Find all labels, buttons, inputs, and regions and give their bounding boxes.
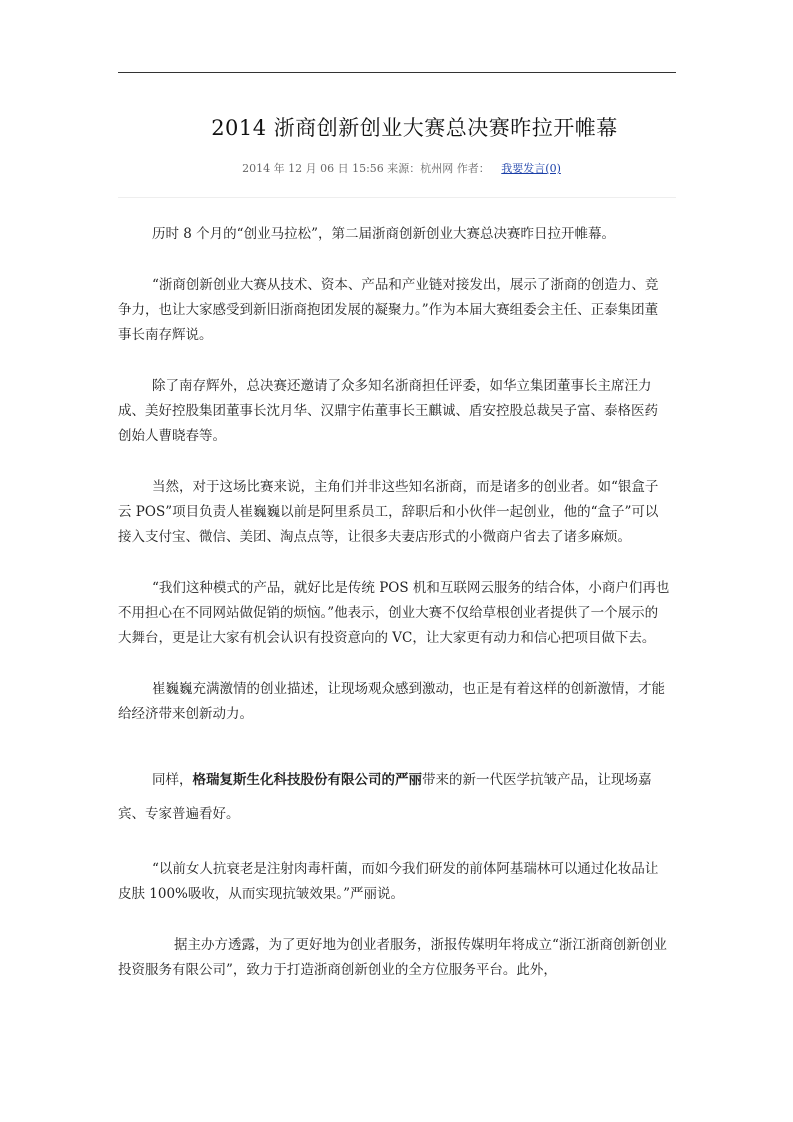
article-title: 2014 浙商创新创业大赛总决赛昨拉开帷幕 — [211, 116, 618, 140]
publish-date: 2014 年 12 月 06 日 15:56 — [242, 162, 384, 175]
article-body — [118, 222, 670, 1009]
meta-divider — [118, 197, 676, 198]
paragraph: 历时 8 个月的“创业马拉松”，第二届浙商创新创业大赛总决赛昨日拉开帷幕。 — [152, 226, 615, 242]
author-label: 作者： — [456, 162, 490, 175]
top-divider — [118, 72, 676, 73]
paragraph-lead: 同样， — [152, 772, 193, 788]
source-label: 来源：杭州网 — [387, 162, 454, 175]
paragraph: “我们这种模式的产品，就好比是传统 POS 机和互联网云服务的结合体，小商户们再也不用担心在不同网站做促销的烦恼。”他表示，创业大赛不仅给草根创业者提供了一个展示的大舞台，更是让大家有机会认识有投资意向的 VC，让大家更有动力和信心把项目做下去。 — [118, 580, 670, 646]
company-name: 格瑞复斯生化科技股份有限公司的严丽 — [192, 772, 422, 788]
paragraph: 除了南存辉外，总决赛还邀请了众多知名浙商担任评委，如华立集团董事长主席汪力成、美好控股集团董事长沈月华、汉鼎宇佑董事长王麒诚、盾安控股总裁吴子富、泰格医药创始人曹晓春等。 — [118, 378, 658, 444]
paragraph — [118, 763, 670, 831]
paragraph: 当然，对于这场比赛来说，主角们并非这些知名浙商，而是诸多的创业者。如“银盒子云 POS”项目负责人崔巍巍以前是阿里系员工，辞职后和小伙伴一起创业，他的“盒子”可以接入支付宝、微信、美团、淘点点等，让很多夫妻店形式的小微商户省去了诸多麻烦。 — [118, 479, 659, 545]
paragraph: 据主办方透露，为了更好地为创业者服务，浙报传媒明年将成立“浙江浙商创新创业投资服务有限公司”，致力于打造浙商创新创业的全方位服务平台。此外， — [118, 937, 667, 978]
article-meta — [0, 160, 793, 176]
paragraph: “以前女人抗衰老是注射肉毒杆菌，而如今我们研发的前体阿基瑞林可以通过化妆品让皮肤 100%吸收，从而实现抗皱效果。”严丽说。 — [118, 861, 659, 902]
comment-link[interactable]: 我要发言(0) — [501, 162, 561, 175]
paragraph-rest: 带来的新一代医学抗皱产品，让现场嘉宾、专家普遍看好。 — [118, 772, 652, 822]
paragraph: “浙商创新创业大赛从技术、资本、产品和产业链对接发出，展示了浙商的创造力、竞争力，也让大家感受到新旧浙商抱团发展的凝聚力。”作为本届大赛组委会主任、正泰集团董事长南存辉说。 — [118, 277, 659, 343]
paragraph: 崔巍巍充满激情的创业描述，让现场观众感到激动，也正是有着这样的创新激情，才能给经济带来创新动力。 — [118, 681, 665, 722]
